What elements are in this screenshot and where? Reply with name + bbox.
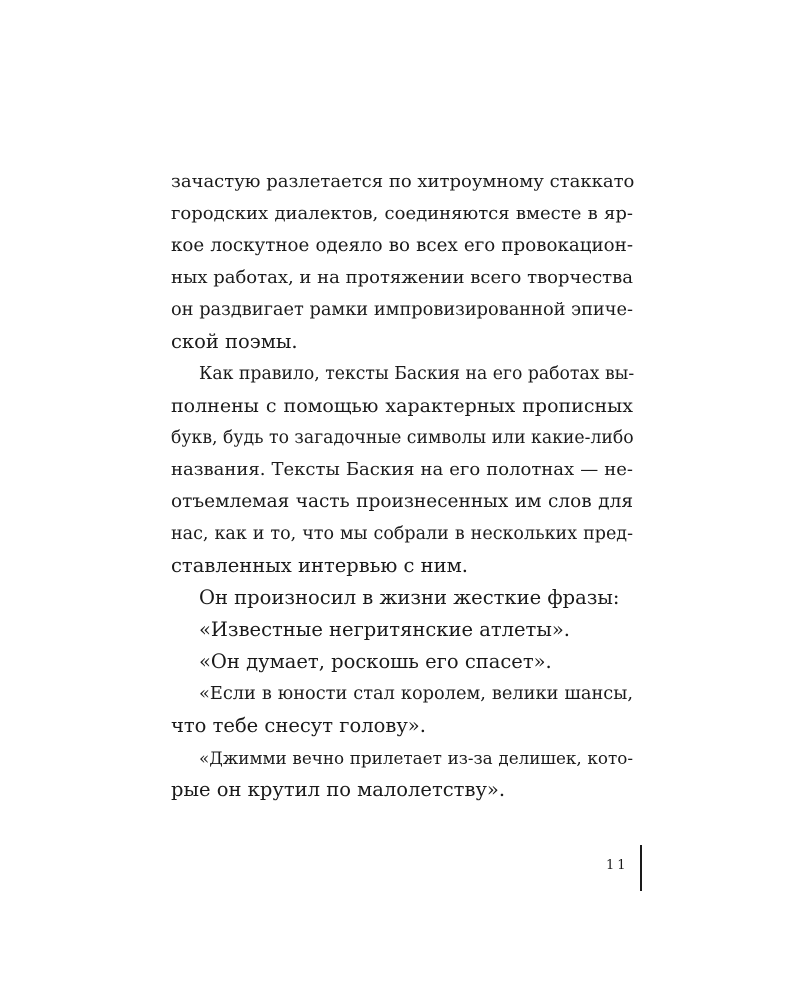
- text-line: ской поэмы.: [171, 330, 298, 353]
- page-number: 11: [606, 858, 629, 873]
- text-line: нас, как и то, что мы собрали в нескольких пред-: [171, 524, 633, 544]
- text-line: «Джимми вечно прилетает из-за делишек, кото-: [199, 748, 633, 768]
- text-line: отъемлемая часть произнесенных им слов для: [171, 491, 633, 512]
- body-text: [171, 166, 633, 806]
- text-line: что тебе снесут голову».: [171, 714, 426, 737]
- text-line: названия. Тексты Баския на его полотнах — не-: [171, 459, 633, 480]
- text-line: рые он крутил по малолетству».: [171, 778, 506, 801]
- text-line: «Если в юности стал королем, велики шансы,: [199, 684, 633, 704]
- text-line: Как правило, тексты Баския на его работах вы-: [199, 364, 635, 384]
- text-line: зачастую разлетается по хитроумному стаккато: [171, 171, 635, 192]
- page-number-rule: [640, 845, 642, 891]
- text-line: городских диалектов, соединяются вместе в яр-: [171, 203, 633, 224]
- text-line: Он произносил в жизни жесткие фразы:: [199, 586, 620, 609]
- text-line: ных работах, и на протяжении всего творчества: [171, 267, 633, 288]
- text-line: букв, будь то загадочные символы или какие-либо: [171, 428, 634, 448]
- text-line: он раздвигает рамки импровизированной эпиче-: [171, 300, 633, 320]
- text-line: «Известные негритянские атлеты».: [199, 618, 570, 641]
- text-line: полнены с помощью характерных прописных: [171, 395, 633, 417]
- text-line: кое лоскутное одеяло во всех его провокацион-: [171, 235, 633, 256]
- text-line: ставленных интервью с ним.: [171, 554, 469, 577]
- text-line: «Он думает, роскошь его спасет».: [199, 650, 552, 673]
